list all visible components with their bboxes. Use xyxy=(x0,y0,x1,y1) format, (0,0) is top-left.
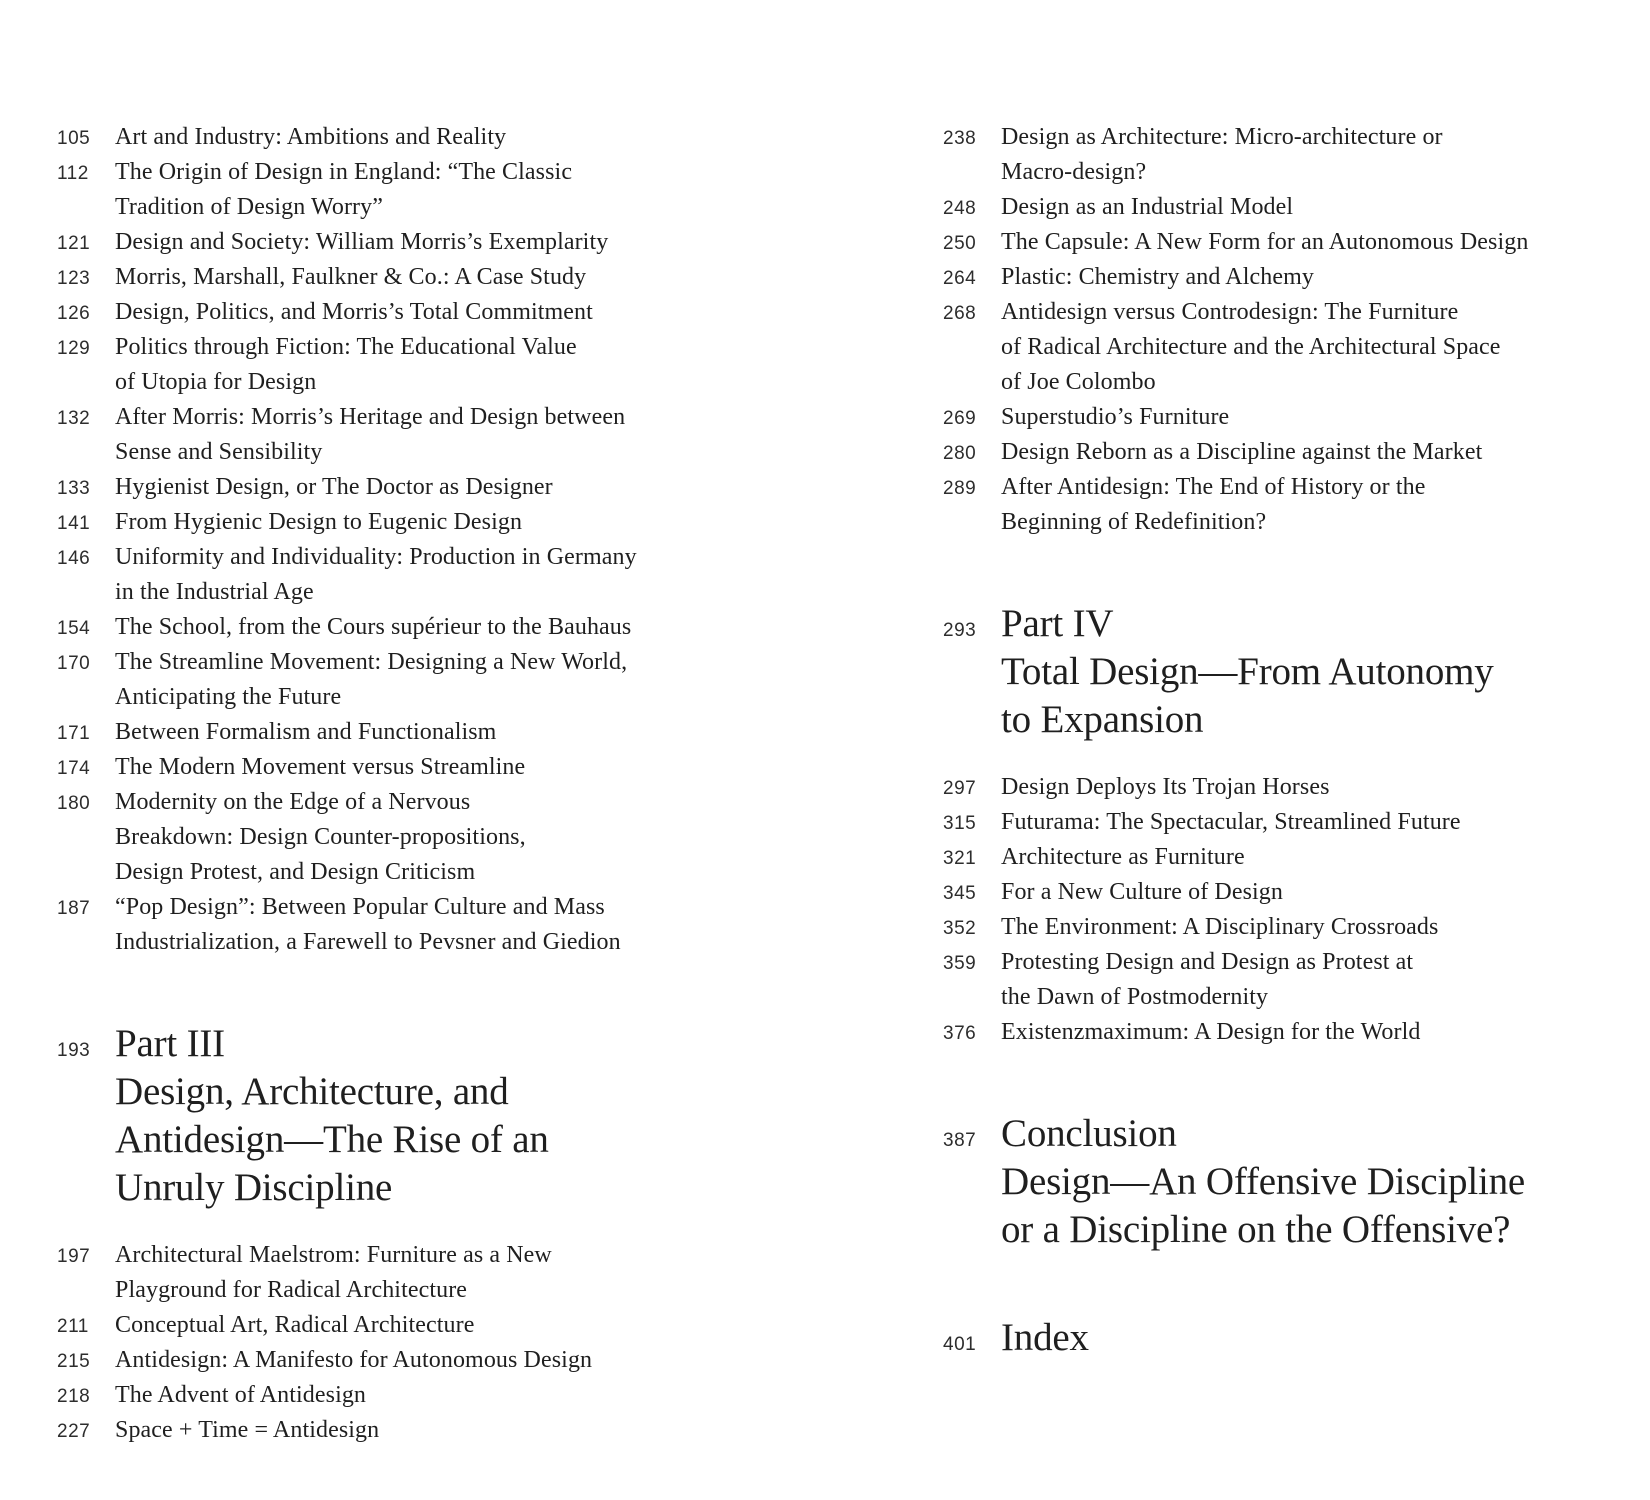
page-number: 264 xyxy=(943,268,977,289)
title-line: in the Industrial Age xyxy=(115,579,314,605)
toc-entry xyxy=(943,770,1603,805)
title-line: “Pop Design”: Between Popular Culture and Mass xyxy=(115,894,605,920)
page-number: 280 xyxy=(943,443,977,464)
title-line: Design, Politics, and Morris’s Total Commitment xyxy=(115,299,593,325)
entry-title xyxy=(115,505,522,540)
part-heading-title xyxy=(1001,1314,1089,1362)
toc-entry xyxy=(57,120,827,155)
page-number: 105 xyxy=(57,128,91,149)
entry-title xyxy=(115,1238,552,1308)
page-number: 126 xyxy=(57,303,91,324)
entry-title xyxy=(115,260,586,295)
title-line: Architectural Maelstrom: Furniture as a New xyxy=(115,1242,552,1268)
toc-entry xyxy=(943,945,1603,1015)
title-line: Space + Time = Antidesign xyxy=(115,1417,380,1443)
title-line: of Utopia for Design xyxy=(115,369,317,395)
toc-entry xyxy=(57,295,827,330)
toc-entry xyxy=(57,715,827,750)
title-line: Protesting Design and Design as Protest at xyxy=(1001,949,1414,975)
title-line: Conclusion xyxy=(1001,1112,1177,1155)
entry-title xyxy=(1001,945,1413,1015)
toc-entry xyxy=(943,1015,1603,1050)
page-number: 268 xyxy=(943,303,977,324)
title-line: the Dawn of Postmodernity xyxy=(1001,984,1269,1010)
title-line: Part IV xyxy=(1001,602,1114,645)
entry-title xyxy=(115,330,577,400)
entry-title xyxy=(1001,840,1245,875)
title-line: Beginning of Redefinition? xyxy=(1001,509,1267,535)
page-number: 132 xyxy=(57,408,91,429)
page-number: 352 xyxy=(943,918,977,939)
entry-title xyxy=(115,155,572,225)
page-number: 289 xyxy=(943,478,977,499)
title-line: Design, Architecture, and xyxy=(115,1070,509,1113)
entry-title xyxy=(1001,910,1438,945)
entry-title xyxy=(115,1378,366,1413)
title-line: Index xyxy=(1001,1316,1089,1359)
page-number: 293 xyxy=(943,620,977,641)
toc-entry xyxy=(943,875,1603,910)
title-line: Playground for Radical Architecture xyxy=(115,1277,468,1303)
page-number: 401 xyxy=(943,1334,977,1355)
toc-entry xyxy=(57,225,827,260)
title-line: The Capsule: A New Form for an Autonomous Design xyxy=(1001,229,1529,255)
title-line: Morris, Marshall, Faulkner & Co.: A Case Study xyxy=(115,264,587,290)
toc-entry xyxy=(57,610,827,645)
entry-title xyxy=(1001,1015,1420,1050)
toc-column-right xyxy=(943,120,1603,1388)
toc-entry xyxy=(943,910,1603,945)
entry-title xyxy=(1001,770,1330,805)
page-number: 193 xyxy=(57,1040,91,1061)
page-number: 359 xyxy=(943,953,977,974)
title-line: Industrialization, a Farewell to Pevsner and Giedion xyxy=(115,929,621,955)
page-number: 250 xyxy=(943,233,977,254)
entry-title xyxy=(115,1343,592,1378)
page-number: 227 xyxy=(57,1421,91,1442)
page-number: 321 xyxy=(943,848,977,869)
entry-title xyxy=(115,890,621,960)
page-number: 121 xyxy=(57,233,91,254)
title-line: Design—An Offensive Discipline xyxy=(1001,1160,1526,1203)
page-number: 315 xyxy=(943,813,977,834)
part-heading-title xyxy=(1001,1110,1525,1254)
entry-title xyxy=(1001,260,1314,295)
title-line: Modernity on the Edge of a Nervous xyxy=(115,789,471,815)
page-number: 187 xyxy=(57,898,91,919)
title-line: Design and Society: William Morris’s Exemplarity xyxy=(115,229,609,255)
entry-title xyxy=(1001,225,1528,260)
entry-title xyxy=(115,400,625,470)
title-line: Conceptual Art, Radical Architecture xyxy=(115,1312,475,1338)
title-line: Plastic: Chemistry and Alchemy xyxy=(1001,264,1314,290)
title-line: to Expansion xyxy=(1001,698,1204,741)
entry-title xyxy=(115,715,496,750)
title-line: The Modern Movement versus Streamline xyxy=(115,754,526,780)
entry-title xyxy=(115,1308,474,1343)
toc-entry xyxy=(943,260,1603,295)
toc-entry xyxy=(57,1413,827,1448)
toc-entry xyxy=(57,400,827,470)
title-line: Politics through Fiction: The Educational Value xyxy=(115,334,577,360)
toc-entry xyxy=(943,805,1603,840)
toc-entry xyxy=(57,890,827,960)
page-number: 123 xyxy=(57,268,91,289)
page-number: 238 xyxy=(943,128,977,149)
page-number: 211 xyxy=(57,1316,89,1337)
title-line: After Antidesign: The End of History or the xyxy=(1001,474,1426,500)
title-line: Design Deploys Its Trojan Horses xyxy=(1001,774,1330,800)
title-line: The Advent of Antidesign xyxy=(115,1382,367,1408)
toc-column-left xyxy=(57,120,827,1448)
toc-entry xyxy=(57,505,827,540)
page-number: 345 xyxy=(943,883,977,904)
title-line: Tradition of Design Worry” xyxy=(115,194,383,220)
page-number: 197 xyxy=(57,1246,91,1267)
page-number: 170 xyxy=(57,653,91,674)
title-line: Hygienist Design, or The Doctor as Designer xyxy=(115,474,553,500)
title-line: Design Reborn as a Discipline against the Market xyxy=(1001,439,1483,465)
page-number: 376 xyxy=(943,1023,977,1044)
title-line: For a New Culture of Design xyxy=(1001,879,1283,905)
part-heading-title xyxy=(1001,600,1494,744)
toc-entry xyxy=(943,225,1603,260)
entry-title xyxy=(1001,295,1501,400)
toc-entry xyxy=(57,1343,827,1378)
entry-title xyxy=(1001,875,1283,910)
toc-part-heading xyxy=(57,1020,827,1212)
title-line: The School, from the Cours supérieur to the Bauhaus xyxy=(115,614,632,640)
title-line: After Morris: Morris’s Heritage and Design between xyxy=(115,404,626,430)
title-line: Part III xyxy=(115,1022,225,1065)
title-line: Superstudio’s Furniture xyxy=(1001,404,1230,430)
entry-title xyxy=(115,1413,379,1448)
page-number: 218 xyxy=(57,1386,91,1407)
title-line: of Joe Colombo xyxy=(1001,369,1156,395)
title-line: Antidesign versus Controdesign: The Furniture xyxy=(1001,299,1459,325)
page-number: 248 xyxy=(943,198,977,219)
title-line: Breakdown: Design Counter-propositions, xyxy=(115,824,526,850)
entry-title xyxy=(115,645,627,715)
title-line: of Radical Architecture and the Architectural Space xyxy=(1001,334,1501,360)
toc-entry xyxy=(57,1378,827,1413)
toc-entry xyxy=(57,750,827,785)
page-number: 387 xyxy=(943,1130,977,1151)
entry-title xyxy=(115,470,553,505)
title-line: Art and Industry: Ambitions and Reality xyxy=(115,124,507,150)
page-number: 297 xyxy=(943,778,977,799)
entry-title xyxy=(115,610,631,645)
part-heading-title xyxy=(115,1020,549,1212)
entry-title xyxy=(115,225,608,260)
title-line: Architecture as Furniture xyxy=(1001,844,1245,870)
page-number: 133 xyxy=(57,478,91,499)
title-line: Between Formalism and Functionalism xyxy=(115,719,497,745)
toc-entry xyxy=(57,1308,827,1343)
page-number: 112 xyxy=(57,163,89,184)
title-line: Futurama: The Spectacular, Streamlined Future xyxy=(1001,809,1461,835)
entry-title xyxy=(1001,190,1293,225)
entry-title xyxy=(1001,400,1229,435)
toc-entry xyxy=(943,295,1603,400)
toc-part-heading xyxy=(943,1314,1603,1362)
title-line: Macro-design? xyxy=(1001,159,1147,185)
toc-entry xyxy=(943,400,1603,435)
title-line: Unruly Discipline xyxy=(115,1166,393,1209)
entry-title xyxy=(1001,435,1482,470)
entry-title xyxy=(115,540,637,610)
title-line: or a Discipline on the Offensive? xyxy=(1001,1208,1511,1251)
page-number: 154 xyxy=(57,618,91,639)
page-number: 146 xyxy=(57,548,91,569)
title-line: Antidesign—The Rise of an xyxy=(115,1118,549,1161)
toc-entry xyxy=(943,840,1603,875)
page-number: 174 xyxy=(57,758,91,779)
toc-part-heading xyxy=(943,600,1603,744)
toc-part-heading xyxy=(943,1110,1603,1254)
title-line: Antidesign: A Manifesto for Autonomous Design xyxy=(115,1347,593,1373)
page-number: 171 xyxy=(57,723,91,744)
title-line: Existenzmaximum: A Design for the World xyxy=(1001,1019,1421,1045)
entry-title xyxy=(115,750,525,785)
title-line: Design as Architecture: Micro-architecture or xyxy=(1001,124,1443,150)
entry-title xyxy=(1001,120,1443,190)
entry-title xyxy=(115,295,593,330)
title-line: Sense and Sensibility xyxy=(115,439,323,465)
page-number: 269 xyxy=(943,408,977,429)
toc-entry xyxy=(57,785,827,890)
page-number: 215 xyxy=(57,1351,91,1372)
page-number: 141 xyxy=(57,513,91,534)
title-line: Uniformity and Individuality: Production in Germany xyxy=(115,544,637,570)
title-line: Anticipating the Future xyxy=(115,684,342,710)
toc-entry xyxy=(943,470,1603,540)
toc-entry xyxy=(57,155,827,225)
title-line: The Origin of Design in England: “The Classic xyxy=(115,159,573,185)
page-number: 180 xyxy=(57,793,91,814)
toc-entry xyxy=(57,260,827,295)
toc-entry xyxy=(57,540,827,610)
toc-entry xyxy=(57,1238,827,1308)
title-line: The Environment: A Disciplinary Crossroads xyxy=(1001,914,1439,940)
page-number: 129 xyxy=(57,338,91,359)
title-line: Design as an Industrial Model xyxy=(1001,194,1294,220)
entry-title xyxy=(115,785,526,890)
toc-entry xyxy=(943,435,1603,470)
toc-entry xyxy=(943,190,1603,225)
title-line: Total Design—From Autonomy xyxy=(1001,650,1494,693)
title-line: The Streamline Movement: Designing a New World, xyxy=(115,649,628,675)
toc-entry xyxy=(57,330,827,400)
toc-entry xyxy=(57,645,827,715)
title-line: From Hygienic Design to Eugenic Design xyxy=(115,509,523,535)
toc-entry xyxy=(943,120,1603,190)
entry-title xyxy=(1001,805,1461,840)
entry-title xyxy=(1001,470,1425,540)
entry-title xyxy=(115,120,506,155)
title-line: Design Protest, and Design Criticism xyxy=(115,859,476,885)
toc-entry xyxy=(57,470,827,505)
